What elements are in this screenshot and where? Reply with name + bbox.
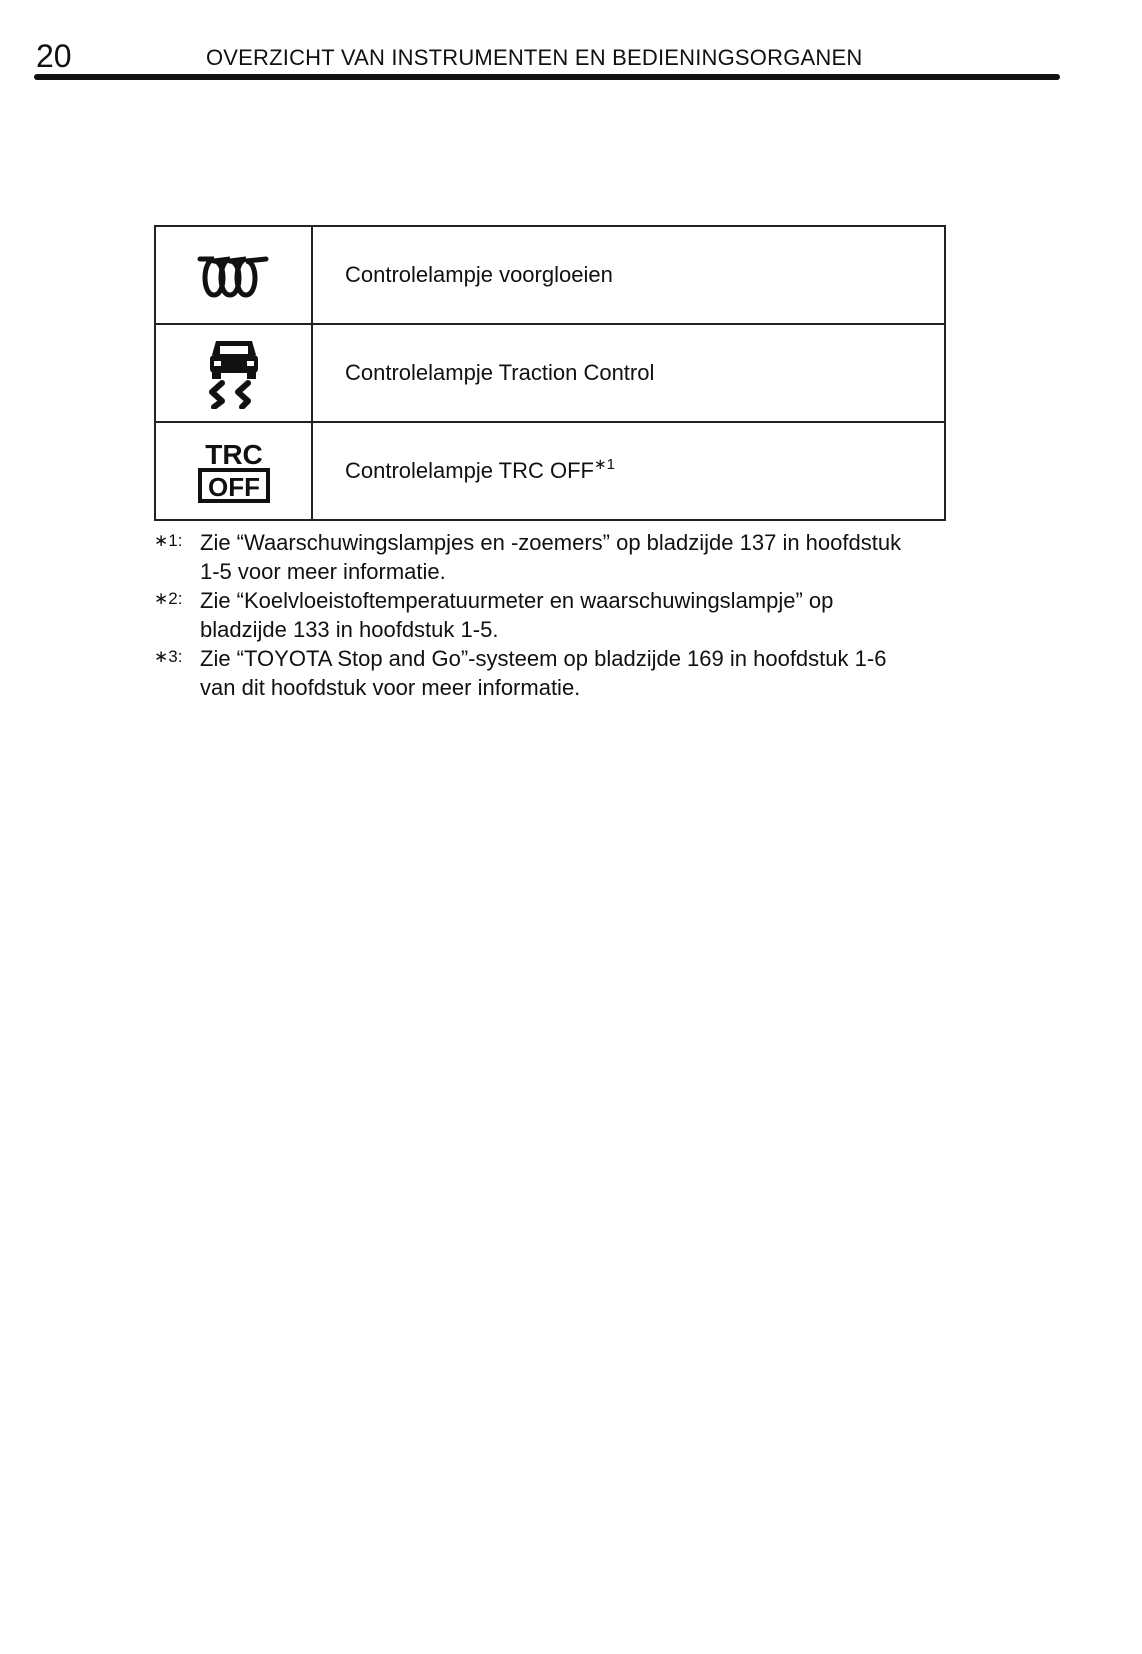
footnote-marker: ∗2: <box>154 589 183 608</box>
icon-cell <box>155 422 312 520</box>
indicator-label <box>312 226 945 324</box>
footnote-marker: ∗1: <box>154 531 183 550</box>
glow-plug-icon <box>194 247 274 303</box>
footnotes <box>154 528 914 702</box>
indicator-label <box>312 422 945 520</box>
page-header-title: OVERZICHT VAN INSTRUMENTEN EN BEDIENINGSORGANEN <box>206 45 863 70</box>
trc-off-icon <box>196 437 272 505</box>
footnote-text: Zie “Koelvloeistoftemperatuurmeter en waarschuwingslampje” op bladzijde 133 in hoofdstuk 1-5. <box>200 588 834 642</box>
footnote <box>154 528 914 586</box>
footnote-text: Zie “Waarschuwingslampjes en -zoemers” op bladzijde 137 in hoofdstuk 1-5 voor meer informatie. <box>200 530 902 584</box>
icon-cell <box>155 324 312 422</box>
table-row <box>155 324 945 422</box>
icon-cell <box>155 226 312 324</box>
trc-icon-text: TRC <box>204 439 263 470</box>
indicator-label-text: Controlelampje TRC OFF <box>345 458 594 483</box>
table-row <box>155 226 945 324</box>
footnote-reference: ∗1 <box>594 456 615 473</box>
indicator-label <box>312 324 945 422</box>
footnote <box>154 644 914 702</box>
footnote-text: Zie “TOYOTA Stop and Go”-systeem op bladzijde 169 in hoofdstuk 1-6 van dit hoofdstuk voor meer informatie. <box>200 646 887 700</box>
indicator-table <box>154 225 946 521</box>
page-number: 20 <box>36 38 72 74</box>
footnote <box>154 586 914 644</box>
header-rule <box>34 74 1060 80</box>
off-icon-text: OFF <box>207 472 260 502</box>
indicator-label-text: Controlelampje voorgloeien <box>345 262 613 287</box>
traction-control-icon <box>202 337 266 409</box>
table-row <box>155 422 945 520</box>
indicator-label-text: Controlelampje Traction Control <box>345 360 655 385</box>
footnote-marker: ∗3: <box>154 647 183 666</box>
